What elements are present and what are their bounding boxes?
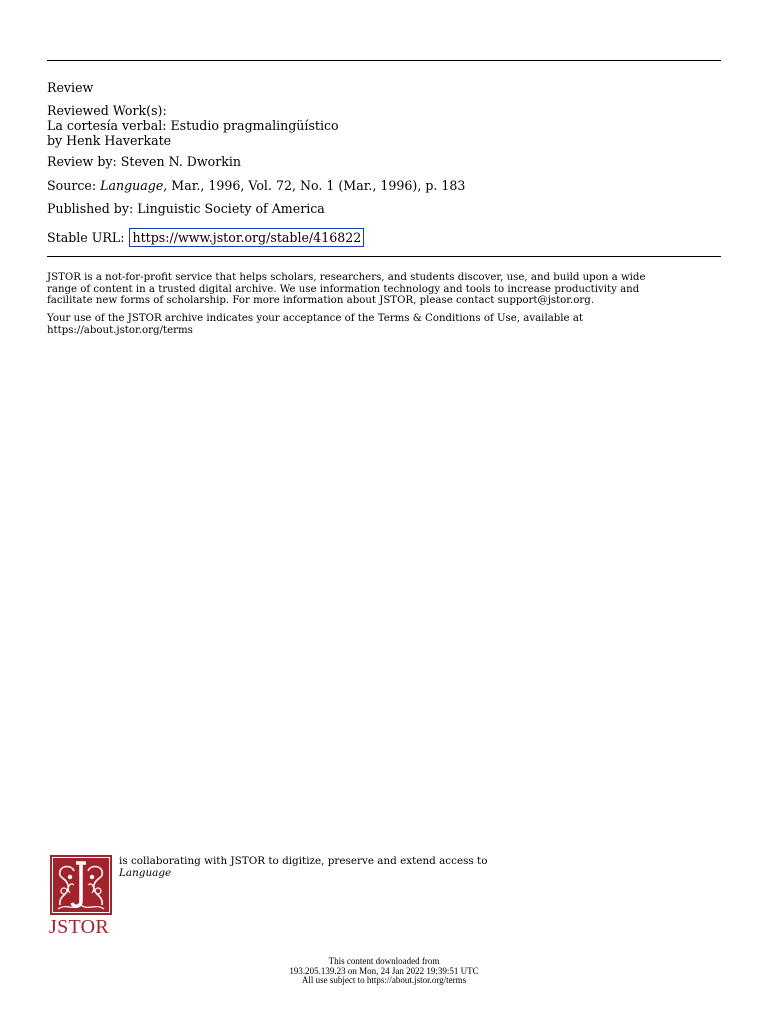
reviewer-label: Review by: bbox=[47, 154, 117, 169]
stable-url-line bbox=[47, 228, 364, 247]
collaboration-text bbox=[119, 855, 488, 879]
document-type bbox=[47, 80, 93, 95]
notice-line: facilitate new forms of scholarship. For more information about JSTOR, please contact support@jstor.org. bbox=[47, 295, 595, 306]
footer-line-2: 193.205.139.23 on Mon, 24 Jan 2022 19:39:51 UTC bbox=[289, 965, 479, 976]
footer-line-1: This content downloaded from bbox=[328, 956, 440, 966]
notice-line: JSTOR is a not-for-profit service that helps scholars, researchers, and students discover, use, and build upon a wide bbox=[47, 272, 646, 283]
notice-line: range of content in a trusted digital archive. We use information technology and tools to increase productivity and bbox=[47, 283, 640, 295]
jstor-wordmark: JSTOR bbox=[49, 916, 110, 938]
source-details: , Mar., 1996, Vol. 72, No. 1 (Mar., 1996), p. 183 bbox=[163, 178, 466, 193]
work-author: by Henk Haverkate bbox=[47, 133, 172, 148]
reviewer-name: Steven N. Dworkin bbox=[120, 154, 242, 169]
stable-url-link[interactable]: https://www.jstor.org/stable/416822 bbox=[129, 228, 364, 247]
reviewer-line bbox=[47, 154, 241, 169]
source-journal: Language bbox=[100, 178, 164, 193]
source-label: Source: bbox=[47, 178, 97, 193]
source-line bbox=[47, 178, 465, 193]
publisher-line bbox=[47, 201, 325, 216]
document-type-label: Review bbox=[47, 80, 94, 95]
top-rule bbox=[47, 60, 721, 61]
terms-notice bbox=[47, 313, 725, 336]
publisher-label: Published by: bbox=[47, 201, 134, 216]
notice-line: Your use of the JSTOR archive indicates your acceptance of the Terms & Conditions of Use, available at bbox=[47, 313, 583, 324]
jstor-logo-icon bbox=[50, 855, 112, 915]
work-title: La cortesía verbal: Estudio pragmalingüístico bbox=[47, 118, 339, 133]
collaboration-line: is collaborating with JSTOR to digitize, preserve and extend access to bbox=[119, 855, 488, 867]
collaboration-journal: Language bbox=[119, 867, 172, 879]
middle-rule bbox=[47, 256, 721, 257]
terms-url: https://about.jstor.org/terms bbox=[47, 324, 193, 336]
stable-url-label: Stable URL: bbox=[47, 230, 125, 245]
reviewed-works-label: Reviewed Work(s): bbox=[47, 103, 167, 118]
footer-line-3: All use subject to https://about.jstor.org/terms bbox=[301, 975, 467, 985]
download-footer bbox=[0, 957, 768, 986]
jstor-service-notice bbox=[47, 272, 725, 307]
publisher-name: Linguistic Society of America bbox=[137, 201, 325, 216]
reviewed-works-block bbox=[47, 103, 339, 148]
